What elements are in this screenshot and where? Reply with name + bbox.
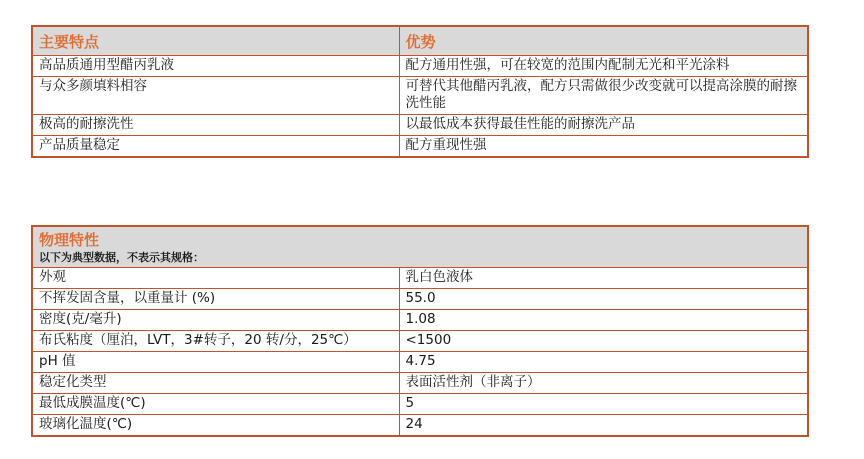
table-row	[32, 373, 808, 394]
table-row	[32, 352, 808, 373]
property-cell: 外观	[32, 268, 399, 289]
benefit-cell: 可替代其他醋丙乳液，配方只需做很少改变就可以提高涂膜的耐擦洗性能	[399, 77, 808, 115]
property-cell: 密度(克/毫升)	[32, 310, 399, 331]
value-cell: 5	[399, 394, 808, 415]
features-column-header: 主要特点	[32, 26, 399, 56]
benefits-column-header: 优势	[399, 26, 808, 56]
table-row	[32, 136, 808, 158]
table-row	[32, 56, 808, 77]
value-cell: 表面活性剂（非离子）	[399, 373, 808, 394]
feature-cell: 产品质量稳定	[32, 136, 399, 158]
table-row	[32, 268, 808, 289]
features-table	[31, 25, 809, 158]
property-cell: 稳定化类型	[32, 373, 399, 394]
table-row	[32, 289, 808, 310]
value-cell: 24	[399, 415, 808, 437]
table-row	[32, 415, 808, 437]
physical-properties-title: 物理特性	[39, 231, 100, 249]
physical-properties-header-cell	[32, 226, 808, 268]
table-row	[32, 394, 808, 415]
physical-header-row	[32, 226, 808, 268]
property-cell: pH 值	[32, 352, 399, 373]
value-cell: 55.0	[399, 289, 808, 310]
table-row	[32, 115, 808, 136]
value-cell: <1500	[399, 331, 808, 352]
benefit-cell: 配方通用性强，可在较宽的范围内配制无光和平光涂料	[399, 56, 808, 77]
property-cell: 布氏粘度（厘泊，LVT，3#转子，20 转/分，25℃）	[32, 331, 399, 352]
benefit-cell: 以最低成本获得最佳性能的耐擦洗产品	[399, 115, 808, 136]
value-cell: 1.08	[399, 310, 808, 331]
property-cell: 玻璃化温度(℃)	[32, 415, 399, 437]
benefit-cell: 配方重现性强	[399, 136, 808, 158]
feature-cell: 与众多颜填料相容	[32, 77, 399, 115]
property-cell: 最低成膜温度(℃)	[32, 394, 399, 415]
features-header-row	[32, 26, 808, 56]
table-row	[32, 331, 808, 352]
feature-cell: 高品质通用型醋丙乳液	[32, 56, 399, 77]
table-row	[32, 77, 808, 115]
property-cell: 不挥发固含量，以重量计 (%)	[32, 289, 399, 310]
feature-cell: 极高的耐擦洗性	[32, 115, 399, 136]
value-cell: 乳白色液体	[399, 268, 808, 289]
typical-data-note: 以下为典型数据，不表示其规格：	[39, 251, 204, 264]
value-cell: 4.75	[399, 352, 808, 373]
physical-properties-table	[31, 225, 809, 437]
table-row	[32, 310, 808, 331]
